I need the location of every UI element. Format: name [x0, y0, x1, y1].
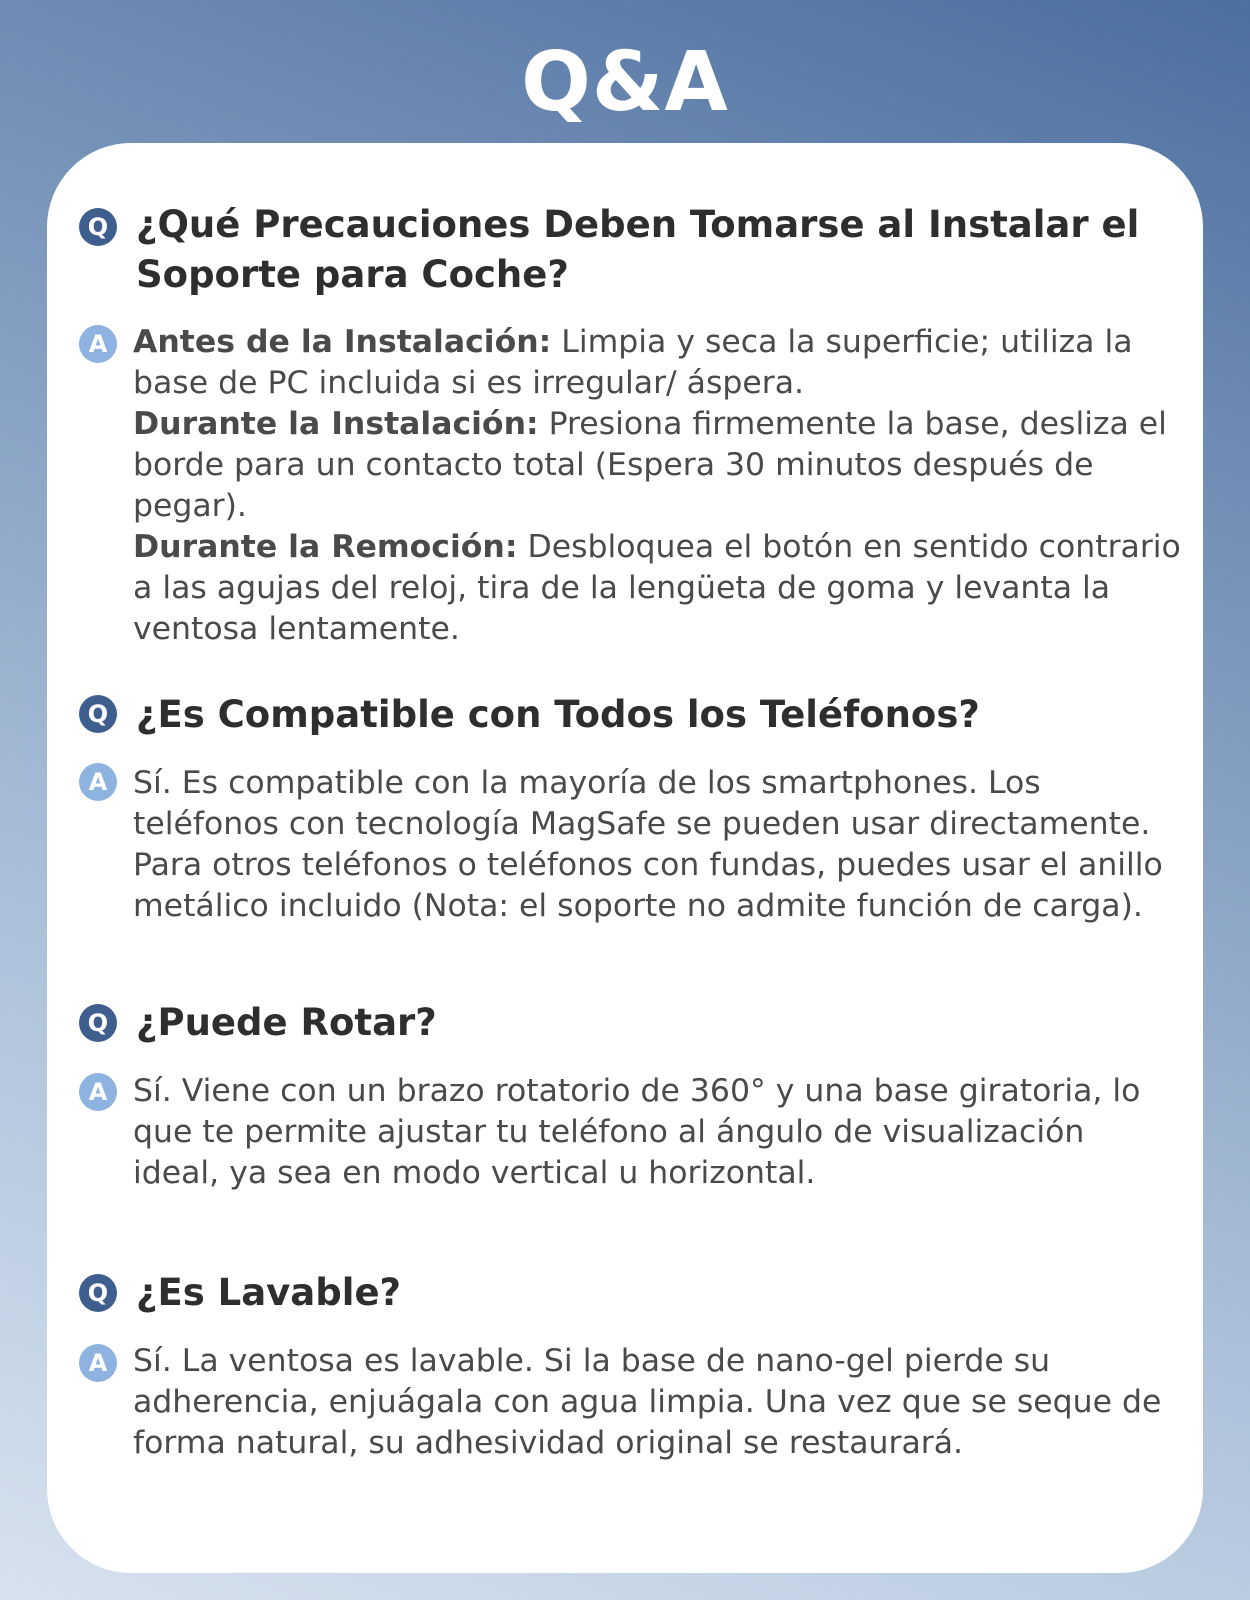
answer-icon: A [79, 325, 117, 363]
page-title: Q&A [521, 35, 729, 130]
answer-text: Presiona firmemente la base, desliza el borde para un contacto total (Espera 30 minutos después de pegar). [133, 406, 1167, 524]
answer-part-removal [133, 529, 1181, 647]
faq-question-1: ¿Qué Precauciones Deben Tomarse al Instalar el Soporte para Coche? [136, 203, 1140, 296]
answer-label: Durante la Remoción: [133, 529, 518, 565]
answer-text: Desbloquea el botón en sentido contrario a las agujas del reloj, tira de la lengüeta de goma y levanta la ventosa lentamente. [133, 529, 1181, 647]
question-icon: Q [79, 1274, 117, 1312]
question-icon: Q [79, 208, 117, 246]
answer-text: Limpia y seca la superficie; utiliza la base de PC incluida si es irregular/ áspera. [133, 324, 1133, 401]
answer-label: Antes de la Instalación: [133, 324, 552, 360]
answer-icon: A [79, 763, 117, 801]
answer-part-before-install [133, 324, 1133, 401]
question-icon: Q [79, 1004, 117, 1042]
faq-question-3: ¿Puede Rotar? [136, 1001, 437, 1044]
faq-question-2: ¿Es Compatible con Todos los Teléfonos? [136, 693, 980, 736]
answer-icon: A [79, 1344, 117, 1382]
faq-answer-2: Sí. Es compatible con la mayoría de los smartphones. Los teléfonos con tecnología MagSafe se pueden usar directamente. Para otros teléfonos o teléfonos con fundas, puedes usar el anillo metálico incluido (Nota: el soporte no admite función de carga). [133, 765, 1163, 924]
question-icon: Q [79, 695, 117, 733]
answer-part-during-install [133, 406, 1167, 524]
faq-answer-3: Sí. Viene con un brazo rotatorio de 360° y una base giratoria, lo que te permite ajustar tu teléfono al ángulo de visualización ideal, ya sea en modo vertical u horizontal. [133, 1073, 1141, 1191]
answer-icon: A [79, 1073, 117, 1111]
answer-label: Durante la Instalación: [133, 406, 539, 442]
faq-question-4: ¿Es Lavable? [136, 1271, 401, 1314]
faq-answer-1 [133, 322, 1183, 650]
faq-answer-4: Sí. La ventosa es lavable. Si la base de nano-gel pierde su adherencia, enjuágala con agua limpia. Una vez que se seque de forma natural, su adhesividad original se restaurará. [133, 1343, 1162, 1461]
